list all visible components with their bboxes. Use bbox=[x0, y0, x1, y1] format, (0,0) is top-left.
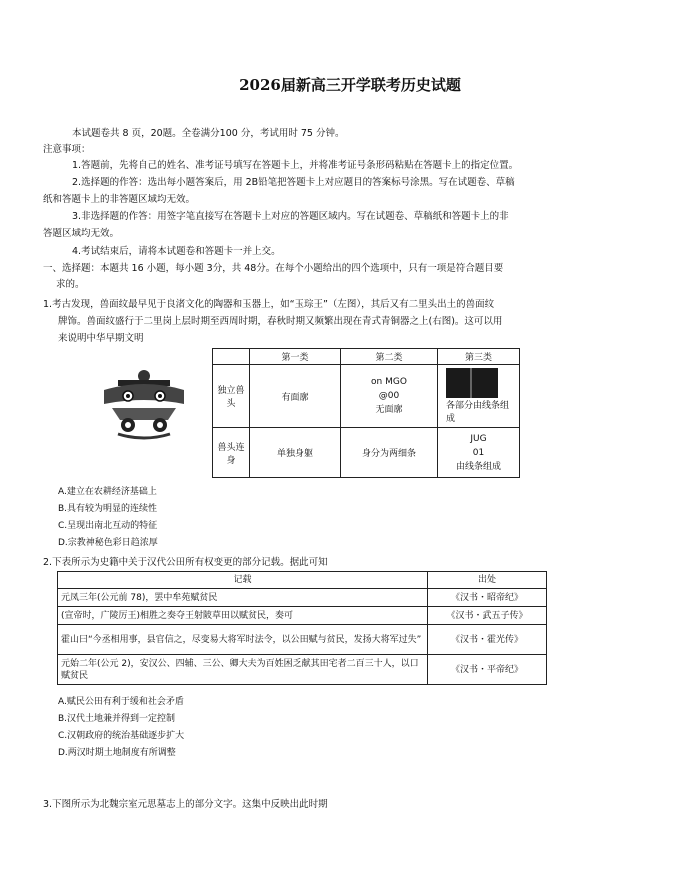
q2-source: 《汉书・平帝纪》 bbox=[428, 655, 547, 685]
notice-heading: 注意事项： bbox=[43, 144, 91, 155]
q2-option-b: B.汉代土地兼并得到一定控制 bbox=[58, 714, 176, 724]
section-heading: 一、选择题：本题共 16 小题，每小题 3分，共 48分。在每个小题给出的四个选项中，只有一项是符合题目要 bbox=[43, 263, 504, 274]
q1-stem-1: 1.考古发现，兽面纹最早见于良渚文化的陶器和玉器上，如“玉琮王”（左图），其后又有二里头出土的兽面纹 bbox=[43, 299, 495, 310]
q1-table-corner bbox=[213, 349, 250, 365]
notice-3-cont: 答题区域均无效。 bbox=[43, 228, 120, 239]
q1-table-cell: on MGO @00 无面廓 bbox=[341, 365, 438, 428]
intro-summary: 本试题卷共 8 页，20题。全卷满分100 分，考试用时 75 分钟。 bbox=[72, 128, 345, 139]
notice-3: 3.非选择题的作答：用签字笔直接写在答题卡上对应的答题区域内。写在试题卷、草稿纸和答题卡上的非 bbox=[72, 211, 509, 222]
q2-option-a: A.赋民公田有利于缓和社会矛盾 bbox=[58, 697, 184, 707]
q2-source: 《汉书・武五子传》 bbox=[428, 607, 547, 625]
q1-table-cell: 身分为两细条 bbox=[341, 428, 438, 478]
q2-stem: 2.下表所示为史籍中关于汉代公田所有权变更的部分记载。据此可知 bbox=[43, 557, 328, 568]
q3-stem: 3.下图所示为北魏宗室元思墓志上的部分文字。这集中反映出此时期 bbox=[43, 799, 328, 810]
q1-table-cell-text: 各部分由线条组成 bbox=[446, 401, 510, 424]
q2-record: 元凤三年(公元前 78)，罢中牟苑赋贫民 bbox=[58, 589, 428, 607]
q1-table-cell: 单独身躯 bbox=[250, 428, 341, 478]
q1-table-cell: 有面廓 bbox=[250, 365, 341, 428]
q2-option-c: C.汉朝政府的统治基础逐步扩大 bbox=[58, 731, 185, 741]
q2-record: (宣帝时，广陵厉王)相胜之奏夺王射陂草田以赋贫民，奏可 bbox=[58, 607, 428, 625]
notice-1: 1.答题前，先将自己的姓名、准考证号填写在答题卡上，并将准考证号条形码粘贴在答题卡上的指定位置。 bbox=[72, 160, 519, 171]
q2-record: 元始二年(公元 2)，安汉公、四辅、三公、卿大夫为百姓困乏献其田宅者二百三十人，以口赋贫民 bbox=[58, 655, 428, 685]
q1-motif-table bbox=[212, 348, 520, 478]
q1-row-label: 兽头连身 bbox=[213, 428, 250, 478]
q1-table-header: 第二类 bbox=[341, 349, 438, 365]
q1-option-a: A.建立在农耕经济基础上 bbox=[58, 487, 157, 497]
exam-title: 2026届新高三开学联考历史试题 bbox=[239, 76, 461, 94]
notice-2: 2.选择题的作答：选出每小题答案后，用 2B铅笔把答题卡上对应题目的答案标号涂黑。写在试题卷、草稿 bbox=[72, 177, 515, 188]
q2-record: 霍山曰“今丞相用事，县官信之，尽变易大将军时法令，以公田赋与贫民，发扬大将军过失” bbox=[58, 625, 428, 655]
q2-header-record: 记载 bbox=[58, 572, 428, 589]
jade-cong-image bbox=[98, 362, 190, 442]
q1-stem-3: 来说明中华早期文明 bbox=[58, 333, 144, 344]
q1-table-cell-image bbox=[438, 365, 520, 428]
notice-2-cont: 纸和答题卡上的非答题区域均无效。 bbox=[43, 194, 196, 205]
q1-table-cell: JUG 01 由线条组成 bbox=[438, 428, 520, 478]
q2-option-d: D.两汉时期土地制度有所调整 bbox=[58, 748, 176, 758]
q2-records-table bbox=[57, 571, 547, 685]
q1-stem-2: 牌饰。兽面纹盛行于二里岗上层时期至西周时期，春秋时期又频繁出现在青式青铜器之上(右图)。这可以用 bbox=[58, 316, 503, 327]
q2-source: 《汉书・霍光传》 bbox=[428, 625, 547, 655]
q2-source: 《汉书・昭帝纪》 bbox=[428, 589, 547, 607]
q1-row-label: 独立兽头 bbox=[213, 365, 250, 428]
section-heading-cont: 求的。 bbox=[56, 279, 85, 290]
q1-option-c: C.呈现出南北互动的特征 bbox=[58, 521, 158, 531]
q1-table-header: 第一类 bbox=[250, 349, 341, 365]
bronze-motif-image bbox=[446, 368, 498, 398]
notice-4: 4.考试结束后，请将本试题卷和答题卡一并上交。 bbox=[72, 246, 281, 257]
q1-table-header: 第三类 bbox=[438, 349, 520, 365]
q1-option-d: D.宗教神秘色彩日趋浓厚 bbox=[58, 538, 158, 548]
q1-option-b: B.具有较为明显的连续性 bbox=[58, 504, 158, 514]
q2-header-source: 出处 bbox=[428, 572, 547, 589]
